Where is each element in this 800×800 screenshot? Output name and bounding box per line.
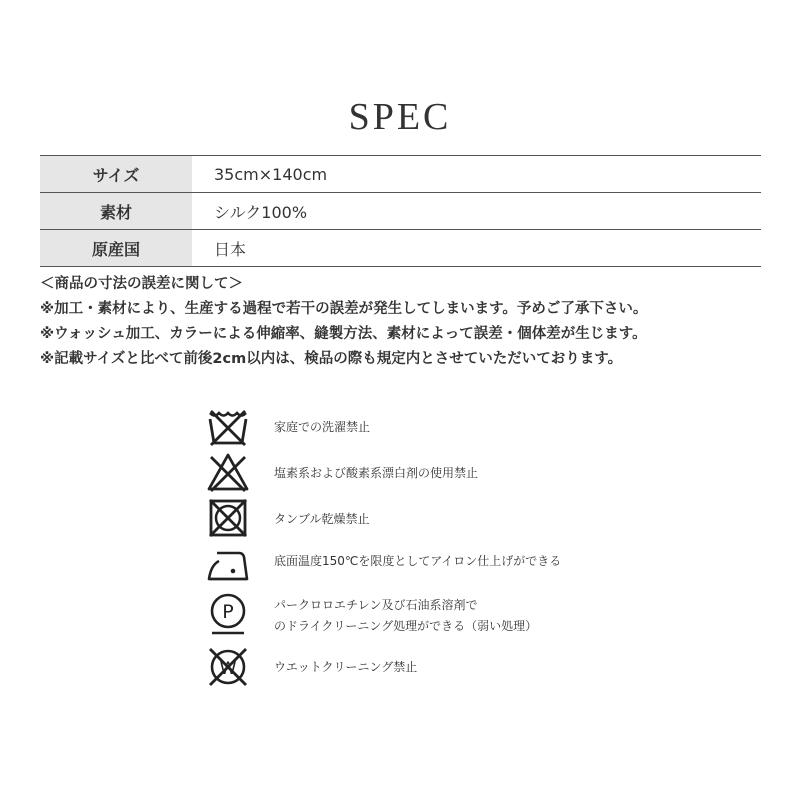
spec-key-origin: 原産国	[40, 230, 192, 267]
spec-row-size	[40, 156, 761, 193]
care-text: タンブル乾燥禁止	[274, 512, 370, 526]
no-tumble-dry-icon	[205, 497, 251, 539]
no-home-wash-icon	[205, 405, 251, 447]
spec-value-origin: 日本	[192, 230, 761, 267]
notes-heading: ＜商品の寸法の誤差に関して＞	[40, 276, 243, 292]
care-text: 塩素系および酸素系漂白剤の使用禁止	[274, 466, 479, 480]
no-wet-clean-icon	[205, 645, 251, 689]
spec-key-size: サイズ	[40, 156, 192, 193]
dry-clean-p-icon	[205, 591, 251, 637]
care-text: 家庭での洗濯禁止	[274, 420, 371, 434]
care-text: 底面温度150℃を限度としてアイロン仕上げができる	[274, 554, 562, 568]
iron-low-icon	[205, 539, 251, 581]
care-text: パークロロエチレン及び石油系溶剤で	[274, 598, 478, 612]
size-notes	[40, 272, 780, 372]
spec-value-material: シルク100%	[192, 193, 761, 230]
svg-text:P: P	[222, 601, 234, 623]
no-bleach-icon	[205, 451, 251, 493]
svg-text:W: W	[219, 659, 237, 679]
care-text: ウエットクリーニング禁止	[274, 660, 418, 674]
spec-table	[40, 155, 761, 267]
spec-row-material	[40, 193, 761, 230]
care-text: のドライクリーニング処理ができる（弱い処理）	[274, 619, 538, 633]
note-line: ※ウォッシュ加工、カラーによる伸縮率、縫製方法、素材によって誤差・個体差が生じます。	[40, 326, 647, 342]
note-line: ※記載サイズと比べて前後2cm以内は、検品の際も規定内とさせていただいております。	[40, 351, 623, 367]
page-title: SPEC	[348, 96, 452, 138]
note-line: ※加工・素材により、生産する過程で若干の誤差が発生してしまいます。予めご了承下さい。	[40, 301, 648, 317]
spec-value-size: 35cm×140cm	[192, 156, 761, 193]
spec-row-origin	[40, 230, 761, 267]
spec-key-material: 素材	[40, 193, 192, 230]
